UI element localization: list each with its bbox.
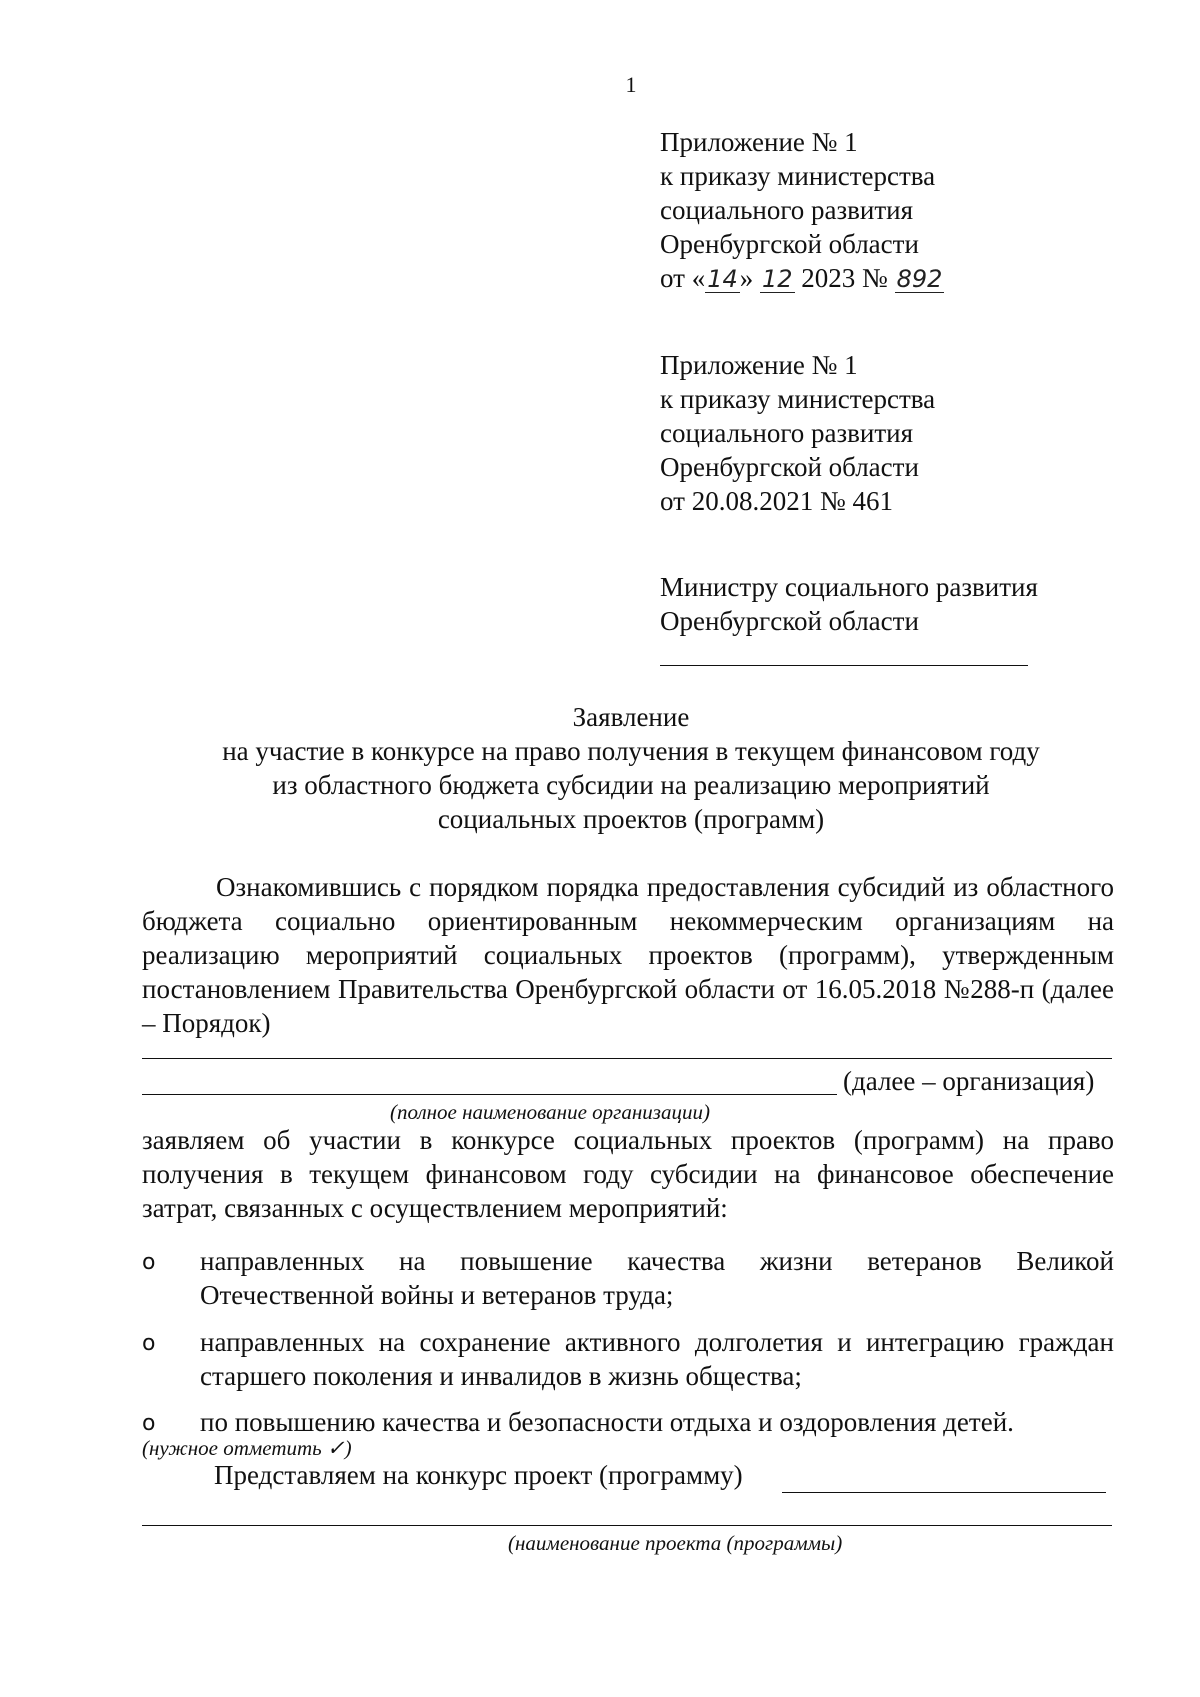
option-item[interactable] [142, 1405, 1114, 1439]
option-label: направленных на сохранение активного долголетия и интеграцию граждан старшего поколения и инвалидов в жизнь общества; [200, 1327, 1114, 1391]
option-checkbox[interactable]: o [142, 1250, 156, 1275]
page-number: 1 [625, 72, 637, 97]
appendix-date-line: от 20.08.2021 № 461 [660, 486, 893, 516]
appendix-line: Приложение № 1 [660, 350, 858, 380]
date-prefix: от « [660, 263, 706, 293]
appendix-line: Оренбургской области [660, 452, 919, 482]
option-checkbox[interactable]: o [142, 1331, 156, 1356]
appendix-line: Оренбургской области [660, 229, 919, 259]
title-line: из областного бюджета субсидии на реализацию мероприятий [272, 770, 990, 800]
organization-blank-line-2[interactable] [142, 1094, 837, 1095]
title-line: социальных проектов (программ) [437, 804, 825, 834]
declaration-paragraph: заявляем об участии в конкурсе социальных проектов (программ) на право получения в текущем финансовом году субсидии на финансовое обеспечение затрат, связанных с осуществлением мероприятий: [142, 1125, 1114, 1223]
selection-note: (нужное отметить ✓) [142, 1436, 352, 1460]
option-label: направленных на повышение качества жизни ветеранов Великой Отечественной войны и ветеранов труда; [200, 1246, 1114, 1310]
option-item[interactable] [142, 1244, 1114, 1312]
option-checkbox[interactable]: o [142, 1411, 156, 1436]
appendix-current [660, 125, 944, 295]
appendix-date-line [660, 261, 944, 295]
option-label: по повышению качества и безопасности отдыха и оздоровления детей. [200, 1407, 1014, 1437]
document-title [140, 700, 1122, 836]
project-intro-text: Представляем на конкурс проект (программу) [214, 1460, 743, 1490]
date-year: 2023 № [801, 263, 888, 293]
appendix-previous [660, 348, 935, 518]
project-caption: (наименование проекта (программы) [508, 1531, 843, 1555]
handwritten-month: 12 [762, 265, 793, 293]
project-blank-line-1[interactable] [782, 1492, 1106, 1493]
appendix-line: социального развития [660, 195, 914, 225]
title-line: Заявление [572, 702, 690, 732]
option-item[interactable] [142, 1325, 1114, 1393]
project-blank-line-2[interactable] [142, 1525, 1112, 1526]
appendix-line: к приказу министерства [660, 161, 936, 191]
organization-blank-line-1[interactable] [142, 1058, 1112, 1059]
organization-suffix: (далее – организация) [843, 1066, 1095, 1096]
organization-caption: (полное наименование организации) [390, 1100, 710, 1124]
title-line: на участие в конкурсе на право получения в текущем финансовом году [222, 736, 1040, 766]
appendix-line: к приказу министерства [660, 384, 936, 414]
date-mid: » [739, 263, 754, 293]
appendix-line: социального развития [660, 418, 914, 448]
addressee [660, 570, 1038, 638]
handwritten-day: 14 [707, 265, 738, 293]
handwritten-number: 892 [896, 265, 943, 293]
addressee-blank-line[interactable] [660, 665, 1028, 666]
intro-paragraph: Ознакомившись с порядком порядка предоставления субсидий из областного бюджета социально ориентированным некоммерческим организациям на реализацию мероприятий социальных проектов (программ), утвержденным постановлением Правительства Оренбургской области от 16.05.2018 №288-п (далее – Порядок) [142, 872, 1114, 1038]
appendix-line: Приложение № 1 [660, 127, 858, 157]
addressee-line: Оренбургской области [660, 606, 919, 636]
addressee-line: Министру социального развития [660, 572, 1038, 602]
